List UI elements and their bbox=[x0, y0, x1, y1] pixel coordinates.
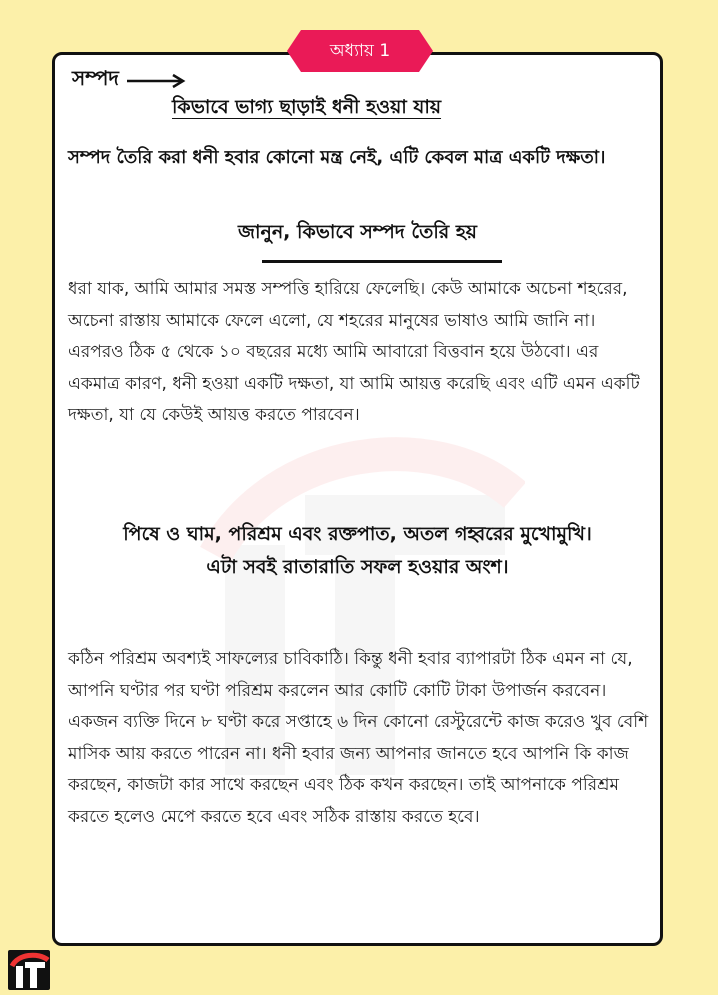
arrow-right-icon bbox=[125, 73, 187, 89]
subheading-divider bbox=[262, 260, 502, 263]
quote-line-2: এটা সবই রাতারাতি সফল হওয়ার অংশ। bbox=[206, 556, 509, 578]
body-paragraph-1: ধরা যাক, আমি আমার সমস্ত সম্পত্তি হারিয়ে ফেলেছি। কেউ আমাকে অচেনা শহরের, অচেনা রাস্তায় আমাকে ফেলে এলো, যে শহরের মানুষের ভাষাও আমি জানি না। এরপরও ঠিক ৫ থেকে ১০ বছরের মধ্যে আমি আবারো বিত্তবান হয়ে উঠবো। এর একমাত্র কারণ, ধনী হওয়া একটি দক্ষতা, যা আমি আয়ত্ত করেছি এবং এটি এমন একটি দক্ষতা, যা যে কেউই আয়ত্ত করতে পারবেন। bbox=[68, 279, 640, 425]
it-logo-icon bbox=[8, 950, 50, 990]
quote-line-1: পিষে ও ঘাম, পরিশ্রম এবং রক্তপাত, অতল গহ্বরের মুখোমুখি। bbox=[123, 523, 592, 545]
body-paragraph-2: কঠিন পরিশ্রম অবশ্যই সাফল্যের চাবিকাঠি। কিন্তু ধনী হবার ব্যাপারটা ঠিক এমন না যে, আপনি ঘণ্টার পর ঘণ্টা পরিশ্রম করলেন আর কোটি কোটি টাকা উপার্জন করবেন। একজন ব্যক্তি দিনে ৮ ঘণ্টা করে সপ্তাহে ৬ দিন কোনো রেস্টুরেন্টে কাজ করেও খুব বেশি মাসিক আয় করতে পারেন না। ধনী হবার জন্য আপনার জানতে হবে আপনি কি কাজ করছেন, কাজটা কার সাথে করছেন এবং ঠিক কখন করছেন। তাই আপনাকে পরিশ্রম করতে হলেও মেপে করতে হবে এবং সঠিক রাস্তায় করতে হবে। bbox=[68, 649, 649, 827]
lead-statement: সম্পদ তৈরি করা ধনী হবার কোনো মন্ত্র নেই, এটি কেবল মাত্র একটি দক্ষতা। bbox=[68, 147, 606, 168]
page-title: কিভাবে ভাগ্য ছাড়াই ধনী হওয়া যায় bbox=[172, 96, 442, 118]
subheading: জানুন, কিভাবে সম্পদ তৈরি হয় bbox=[237, 221, 478, 243]
section-label: সম্পদ bbox=[72, 66, 119, 90]
highlight-quote bbox=[52, 518, 663, 584]
chapter-badge bbox=[287, 30, 433, 72]
chapter-badge-label: অধ্যায় 1 bbox=[329, 41, 391, 61]
section-label-row bbox=[72, 64, 187, 97]
